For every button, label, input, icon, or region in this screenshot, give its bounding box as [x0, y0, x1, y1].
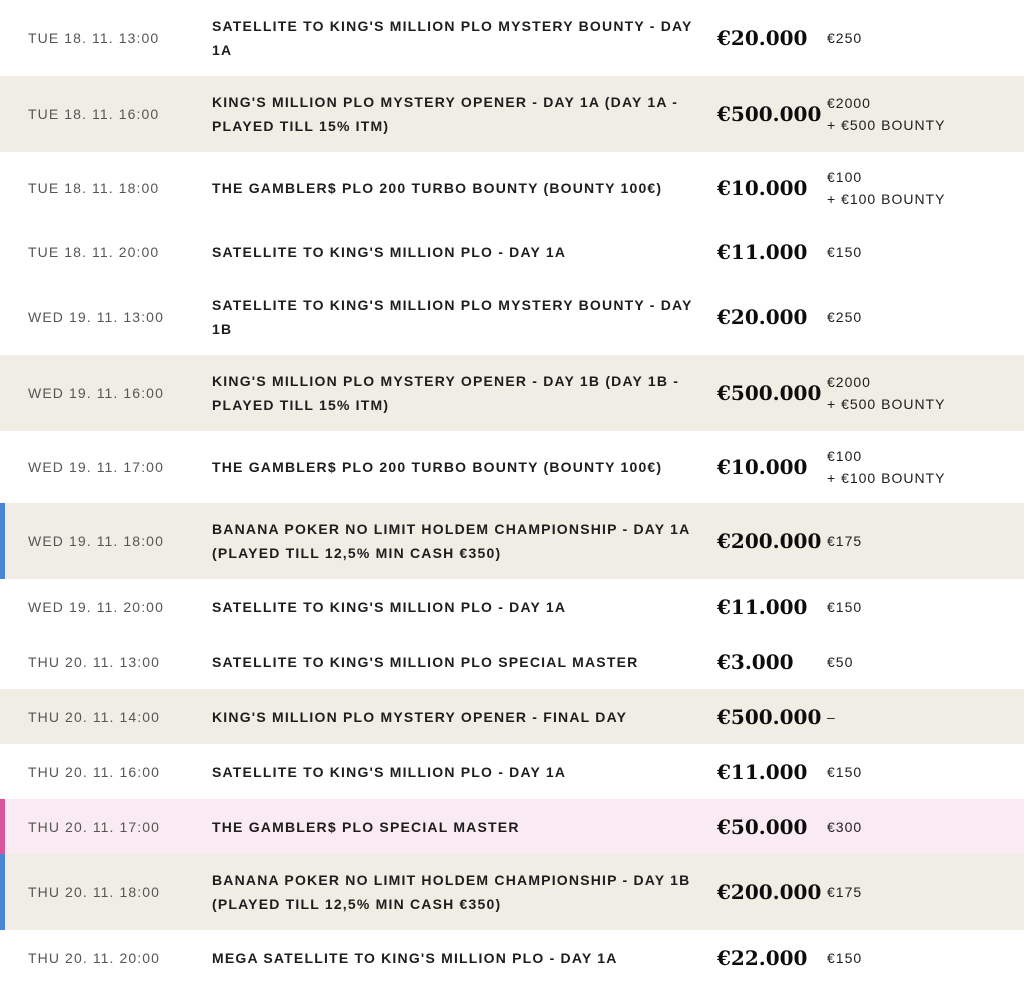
tournament-datetime: WED 19. 11. 17:00 [28, 459, 164, 475]
tournament-name: SATELLITE TO KING'S MILLION PLO SPECIAL MASTER [212, 653, 639, 670]
buyin-line: + €100 BOUNTY [827, 470, 946, 486]
tournament-row[interactable] [0, 799, 1024, 854]
buyin-line: + €500 BOUNTY [827, 117, 946, 133]
tournament-name: SATELLITE TO KING'S MILLION PLO - DAY 1A [212, 763, 567, 780]
buyin-line: €250 [827, 309, 863, 325]
buyin-line: €2000 [827, 374, 871, 390]
tournament-row[interactable] [0, 355, 1024, 431]
tournament-name: KING'S MILLION PLO MYSTERY OPENER - DAY 1B (DAY 1B - PLAYED TILL 15% ITM) [212, 373, 680, 413]
tournament-row[interactable] [0, 689, 1024, 744]
tournament-datetime: TUE 18. 11. 13:00 [28, 30, 160, 46]
tournament-buyin [827, 947, 1024, 969]
tournament-row[interactable] [0, 744, 1024, 799]
buyin-line: €150 [827, 243, 863, 260]
buyin-line: €150 [827, 763, 863, 780]
tournament-name: KING'S MILLION PLO MYSTERY OPENER - FINAL DAY [212, 708, 628, 725]
tournament-datetime: THU 20. 11. 18:00 [28, 884, 161, 900]
tournament-datetime: THU 20. 11. 17:00 [28, 818, 161, 835]
tournament-row[interactable] [0, 431, 1024, 503]
tournament-buyin [827, 445, 1024, 489]
buyin-line: €100 [827, 448, 863, 464]
buyin-line: €150 [827, 949, 863, 966]
tournament-buyin [827, 651, 1024, 673]
buyin-line: €150 [827, 598, 863, 615]
tournament-datetime: THU 20. 11. 20:00 [28, 949, 161, 966]
tournament-name: KING'S MILLION PLO MYSTERY OPENER - DAY 1A (DAY 1A - PLAYED TILL 15% ITM) [212, 94, 679, 134]
tournament-datetime: WED 19. 11. 20:00 [28, 598, 164, 615]
buyin-line: €50 [827, 653, 854, 670]
tournament-buyin [827, 761, 1024, 783]
tournament-row[interactable] [0, 579, 1024, 634]
tournament-guarantee: €10.000 [717, 455, 808, 479]
tournament-datetime: WED 19. 11. 18:00 [28, 533, 164, 549]
tournament-buyin [827, 166, 1024, 210]
buyin-line: + €500 BOUNTY [827, 396, 946, 412]
tournament-guarantee: €500.000 [717, 102, 822, 126]
buyin-line: + €100 BOUNTY [827, 191, 946, 207]
tournament-guarantee: €50.000 [717, 814, 808, 839]
tournament-buyin [827, 306, 1024, 328]
tournament-guarantee: €500.000 [717, 704, 822, 729]
tournament-row[interactable] [0, 279, 1024, 355]
tournament-row[interactable] [0, 224, 1024, 279]
tournament-guarantee: €500.000 [717, 381, 822, 405]
tournament-row[interactable] [0, 76, 1024, 152]
tournament-guarantee: €200.000 [717, 880, 822, 904]
tournament-name: SATELLITE TO KING'S MILLION PLO - DAY 1A [212, 598, 567, 615]
tournament-datetime: TUE 18. 11. 18:00 [28, 180, 160, 196]
tournament-row[interactable] [0, 854, 1024, 930]
tournament-guarantee: €20.000 [717, 305, 808, 329]
tournament-datetime: TUE 18. 11. 16:00 [28, 106, 160, 122]
buyin-line: €300 [827, 818, 863, 835]
tournament-buyin [827, 92, 1024, 136]
tournament-guarantee: €22.000 [717, 945, 808, 970]
tournament-name: SATELLITE TO KING'S MILLION PLO MYSTERY BOUNTY - DAY 1B [212, 297, 693, 337]
tournament-row[interactable] [0, 634, 1024, 689]
tournament-buyin [827, 530, 1024, 552]
buyin-line: €175 [827, 533, 863, 549]
buyin-line: €175 [827, 884, 863, 900]
tournament-guarantee: €11.000 [717, 239, 808, 264]
tournament-datetime: WED 19. 11. 16:00 [28, 385, 164, 401]
tournament-row[interactable] [0, 152, 1024, 224]
tournament-guarantee: €11.000 [717, 759, 808, 784]
tournament-buyin [827, 241, 1024, 263]
tournament-datetime: THU 20. 11. 16:00 [28, 763, 161, 780]
tournament-name: SATELLITE TO KING'S MILLION PLO - DAY 1A [212, 243, 567, 260]
tournament-datetime: THU 20. 11. 14:00 [28, 708, 161, 725]
tournament-name: BANANA POKER NO LIMIT HOLDEM CHAMPIONSHIP - DAY 1B (PLAYED TILL 12,5% MIN CASH €350) [212, 872, 691, 912]
tournament-guarantee: €11.000 [717, 594, 808, 619]
buyin-line: €2000 [827, 95, 871, 111]
tournament-buyin [827, 881, 1024, 903]
tournament-name: MEGA SATELLITE TO KING'S MILLION PLO - DAY 1A [212, 949, 618, 966]
tournament-name: THE GAMBLER$ PLO 200 TURBO BOUNTY (BOUNTY 100€) [212, 180, 663, 196]
tournament-row[interactable] [0, 503, 1024, 579]
tournament-buyin [827, 27, 1024, 49]
tournament-name: SATELLITE TO KING'S MILLION PLO MYSTERY BOUNTY - DAY 1A [212, 18, 693, 58]
tournament-datetime: TUE 18. 11. 20:00 [28, 243, 160, 260]
row-accent-bar [0, 799, 5, 854]
buyin-line: – [827, 708, 836, 725]
tournament-name: THE GAMBLER$ PLO SPECIAL MASTER [212, 818, 520, 835]
buyin-line: €250 [827, 30, 863, 46]
tournament-guarantee: €10.000 [717, 176, 808, 200]
tournament-name: THE GAMBLER$ PLO 200 TURBO BOUNTY (BOUNTY 100€) [212, 459, 663, 475]
tournament-name: BANANA POKER NO LIMIT HOLDEM CHAMPIONSHIP - DAY 1A (PLAYED TILL 12,5% MIN CASH €350) [212, 521, 690, 561]
tournament-buyin [827, 816, 1024, 838]
tournament-datetime: THU 20. 11. 13:00 [28, 653, 161, 670]
tournament-guarantee: €3.000 [717, 649, 794, 674]
buyin-line: €100 [827, 169, 863, 185]
row-accent-bar [0, 854, 5, 930]
row-accent-bar [0, 503, 5, 579]
tournament-row[interactable] [0, 930, 1024, 985]
tournament-buyin [827, 706, 1024, 728]
tournament-datetime: WED 19. 11. 13:00 [28, 309, 164, 325]
tournament-guarantee: €20.000 [717, 26, 808, 50]
tournament-buyin [827, 596, 1024, 618]
tournament-buyin [827, 371, 1024, 415]
tournament-row[interactable] [0, 0, 1024, 76]
tournament-guarantee: €200.000 [717, 529, 822, 553]
